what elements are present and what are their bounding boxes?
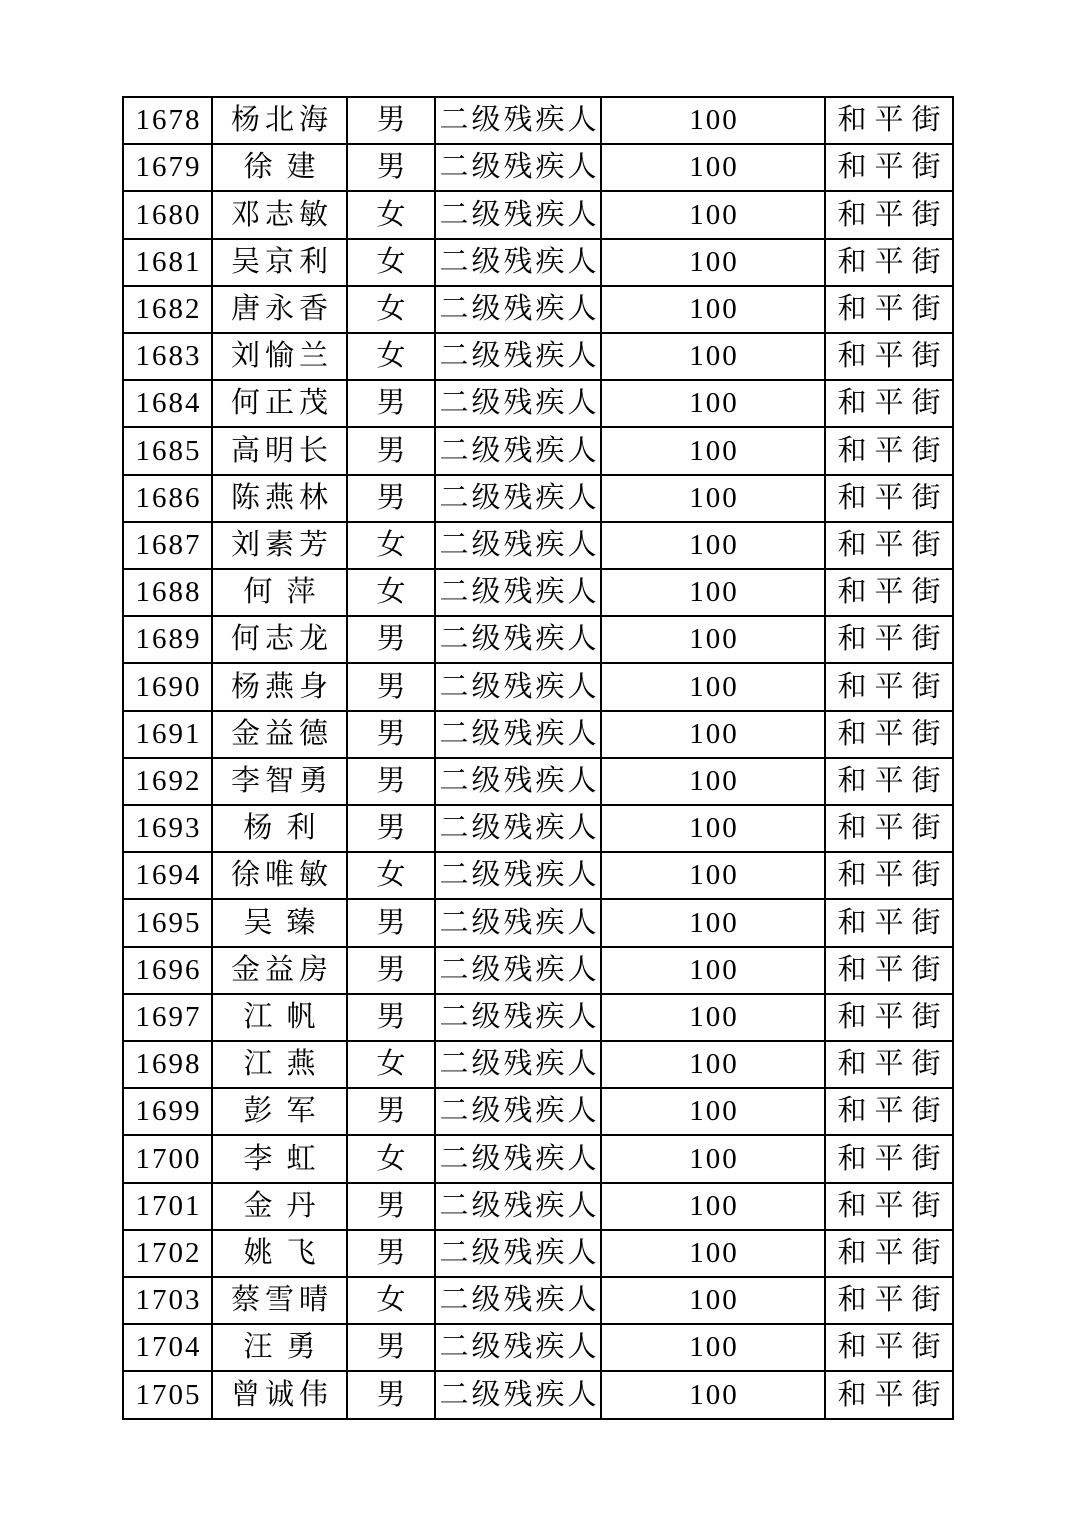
table-row [123, 569, 953, 616]
cell-category: 二级残疾人 [435, 1088, 601, 1135]
cell-category: 二级残疾人 [435, 97, 601, 144]
cell-category: 二级残疾人 [435, 1277, 601, 1324]
cell-serial-number: 1684 [123, 380, 212, 427]
table-row [123, 899, 953, 946]
cell-category: 二级残疾人 [435, 380, 601, 427]
table-row [123, 333, 953, 380]
cell-street: 和平街 [825, 333, 953, 380]
cell-name: 刘愉兰 [212, 333, 347, 380]
cell-amount: 100 [601, 994, 825, 1041]
cell-category: 二级残疾人 [435, 1371, 601, 1419]
cell-street: 和平街 [825, 475, 953, 522]
cell-gender: 男 [347, 711, 435, 758]
table-row [123, 1230, 953, 1277]
cell-street: 和平街 [825, 569, 953, 616]
cell-name: 邓志敏 [212, 191, 347, 238]
cell-gender: 男 [347, 427, 435, 474]
cell-name: 徐建 [212, 144, 347, 191]
cell-gender: 女 [347, 852, 435, 899]
cell-name: 彭军 [212, 1088, 347, 1135]
cell-street: 和平街 [825, 711, 953, 758]
cell-serial-number: 1680 [123, 191, 212, 238]
cell-gender: 男 [347, 994, 435, 1041]
cell-category: 二级残疾人 [435, 333, 601, 380]
cell-amount: 100 [601, 522, 825, 569]
cell-serial-number: 1692 [123, 758, 212, 805]
cell-category: 二级残疾人 [435, 239, 601, 286]
cell-name: 汪勇 [212, 1324, 347, 1371]
table-row [123, 191, 953, 238]
cell-gender: 女 [347, 191, 435, 238]
cell-amount: 100 [601, 1135, 825, 1182]
cell-serial-number: 1679 [123, 144, 212, 191]
table-row [123, 286, 953, 333]
cell-street: 和平街 [825, 144, 953, 191]
cell-amount: 100 [601, 333, 825, 380]
table-row [123, 711, 953, 758]
cell-name: 金丹 [212, 1183, 347, 1230]
cell-amount: 100 [601, 191, 825, 238]
cell-category: 二级残疾人 [435, 475, 601, 522]
cell-category: 二级残疾人 [435, 191, 601, 238]
cell-category: 二级残疾人 [435, 569, 601, 616]
cell-category: 二级残疾人 [435, 427, 601, 474]
cell-name: 李智勇 [212, 758, 347, 805]
cell-amount: 100 [601, 1324, 825, 1371]
cell-name: 杨北海 [212, 97, 347, 144]
cell-category: 二级残疾人 [435, 758, 601, 805]
cell-serial-number: 1688 [123, 569, 212, 616]
cell-serial-number: 1681 [123, 239, 212, 286]
cell-category: 二级残疾人 [435, 1324, 601, 1371]
cell-street: 和平街 [825, 805, 953, 852]
cell-street: 和平街 [825, 380, 953, 427]
cell-gender: 男 [347, 97, 435, 144]
cell-serial-number: 1695 [123, 899, 212, 946]
cell-amount: 100 [601, 1183, 825, 1230]
cell-serial-number: 1704 [123, 1324, 212, 1371]
cell-serial-number: 1694 [123, 852, 212, 899]
cell-name: 陈燕林 [212, 475, 347, 522]
cell-name: 蔡雪晴 [212, 1277, 347, 1324]
cell-street: 和平街 [825, 899, 953, 946]
table-row [123, 380, 953, 427]
table-row [123, 97, 953, 144]
cell-amount: 100 [601, 805, 825, 852]
cell-amount: 100 [601, 1088, 825, 1135]
cell-gender: 男 [347, 616, 435, 663]
table-row [123, 852, 953, 899]
table-row [123, 805, 953, 852]
table-row [123, 947, 953, 994]
cell-street: 和平街 [825, 616, 953, 663]
cell-category: 二级残疾人 [435, 1135, 601, 1182]
cell-category: 二级残疾人 [435, 663, 601, 710]
cell-amount: 100 [601, 569, 825, 616]
cell-street: 和平街 [825, 994, 953, 1041]
cell-gender: 男 [347, 947, 435, 994]
cell-name: 吴京利 [212, 239, 347, 286]
cell-serial-number: 1702 [123, 1230, 212, 1277]
cell-street: 和平街 [825, 1183, 953, 1230]
cell-serial-number: 1687 [123, 522, 212, 569]
cell-street: 和平街 [825, 522, 953, 569]
cell-amount: 100 [601, 239, 825, 286]
cell-gender: 男 [347, 144, 435, 191]
cell-category: 二级残疾人 [435, 286, 601, 333]
cell-name: 何志龙 [212, 616, 347, 663]
cell-name: 唐永香 [212, 286, 347, 333]
cell-gender: 男 [347, 1324, 435, 1371]
cell-amount: 100 [601, 380, 825, 427]
cell-serial-number: 1693 [123, 805, 212, 852]
cell-serial-number: 1700 [123, 1135, 212, 1182]
cell-gender: 女 [347, 569, 435, 616]
table-row [123, 1324, 953, 1371]
cell-street: 和平街 [825, 1135, 953, 1182]
cell-street: 和平街 [825, 286, 953, 333]
cell-gender: 女 [347, 239, 435, 286]
cell-gender: 男 [347, 1088, 435, 1135]
cell-name: 江帆 [212, 994, 347, 1041]
cell-category: 二级残疾人 [435, 994, 601, 1041]
cell-gender: 男 [347, 1371, 435, 1419]
cell-category: 二级残疾人 [435, 522, 601, 569]
cell-street: 和平街 [825, 852, 953, 899]
cell-serial-number: 1682 [123, 286, 212, 333]
cell-gender: 女 [347, 522, 435, 569]
cell-amount: 100 [601, 475, 825, 522]
cell-gender: 女 [347, 1135, 435, 1182]
cell-gender: 女 [347, 1041, 435, 1088]
table-row [123, 994, 953, 1041]
cell-gender: 男 [347, 899, 435, 946]
cell-name: 江燕 [212, 1041, 347, 1088]
table-row [123, 1135, 953, 1182]
cell-name: 曾诚伟 [212, 1371, 347, 1419]
cell-name: 徐唯敏 [212, 852, 347, 899]
table-row [123, 1088, 953, 1135]
cell-name: 杨利 [212, 805, 347, 852]
cell-name: 李虹 [212, 1135, 347, 1182]
disability-subsidy-table [122, 96, 954, 1420]
table-row [123, 427, 953, 474]
cell-serial-number: 1701 [123, 1183, 212, 1230]
cell-serial-number: 1705 [123, 1371, 212, 1419]
table-row [123, 239, 953, 286]
cell-amount: 100 [601, 1371, 825, 1419]
cell-serial-number: 1698 [123, 1041, 212, 1088]
cell-category: 二级残疾人 [435, 1041, 601, 1088]
cell-amount: 100 [601, 852, 825, 899]
cell-category: 二级残疾人 [435, 899, 601, 946]
cell-serial-number: 1690 [123, 663, 212, 710]
cell-street: 和平街 [825, 663, 953, 710]
cell-name: 杨燕身 [212, 663, 347, 710]
cell-name: 姚飞 [212, 1230, 347, 1277]
cell-gender: 男 [347, 805, 435, 852]
cell-amount: 100 [601, 286, 825, 333]
cell-amount: 100 [601, 97, 825, 144]
cell-amount: 100 [601, 899, 825, 946]
cell-amount: 100 [601, 1277, 825, 1324]
cell-name: 金益德 [212, 711, 347, 758]
cell-gender: 女 [347, 286, 435, 333]
cell-name: 吴臻 [212, 899, 347, 946]
cell-street: 和平街 [825, 758, 953, 805]
cell-serial-number: 1683 [123, 333, 212, 380]
cell-category: 二级残疾人 [435, 1183, 601, 1230]
cell-amount: 100 [601, 711, 825, 758]
cell-street: 和平街 [825, 1041, 953, 1088]
table-row [123, 1371, 953, 1419]
table-row [123, 1041, 953, 1088]
cell-gender: 女 [347, 1277, 435, 1324]
cell-category: 二级残疾人 [435, 947, 601, 994]
table-row [123, 1277, 953, 1324]
cell-name: 何正茂 [212, 380, 347, 427]
cell-serial-number: 1697 [123, 994, 212, 1041]
table-row [123, 522, 953, 569]
table-row [123, 1183, 953, 1230]
cell-street: 和平街 [825, 1324, 953, 1371]
cell-category: 二级残疾人 [435, 616, 601, 663]
cell-amount: 100 [601, 1041, 825, 1088]
table-row [123, 616, 953, 663]
cell-amount: 100 [601, 1230, 825, 1277]
cell-gender: 男 [347, 663, 435, 710]
table-row [123, 663, 953, 710]
cell-serial-number: 1691 [123, 711, 212, 758]
cell-name: 金益房 [212, 947, 347, 994]
cell-amount: 100 [601, 144, 825, 191]
cell-category: 二级残疾人 [435, 805, 601, 852]
cell-gender: 男 [347, 1230, 435, 1277]
cell-serial-number: 1678 [123, 97, 212, 144]
cell-gender: 女 [347, 333, 435, 380]
cell-amount: 100 [601, 616, 825, 663]
cell-street: 和平街 [825, 1088, 953, 1135]
cell-serial-number: 1685 [123, 427, 212, 474]
cell-street: 和平街 [825, 1277, 953, 1324]
cell-street: 和平街 [825, 1371, 953, 1419]
records-tbody [123, 97, 953, 1419]
cell-name: 何萍 [212, 569, 347, 616]
cell-serial-number: 1689 [123, 616, 212, 663]
cell-category: 二级残疾人 [435, 852, 601, 899]
cell-serial-number: 1699 [123, 1088, 212, 1135]
cell-street: 和平街 [825, 427, 953, 474]
cell-amount: 100 [601, 947, 825, 994]
cell-amount: 100 [601, 663, 825, 710]
cell-street: 和平街 [825, 239, 953, 286]
cell-serial-number: 1703 [123, 1277, 212, 1324]
cell-category: 二级残疾人 [435, 144, 601, 191]
cell-street: 和平街 [825, 947, 953, 994]
cell-street: 和平街 [825, 1230, 953, 1277]
table-row [123, 475, 953, 522]
table-row [123, 144, 953, 191]
cell-gender: 男 [347, 1183, 435, 1230]
cell-category: 二级残疾人 [435, 711, 601, 758]
cell-name: 刘素芳 [212, 522, 347, 569]
cell-category: 二级残疾人 [435, 1230, 601, 1277]
table-row [123, 758, 953, 805]
cell-amount: 100 [601, 758, 825, 805]
cell-serial-number: 1686 [123, 475, 212, 522]
cell-street: 和平街 [825, 97, 953, 144]
cell-gender: 男 [347, 475, 435, 522]
cell-gender: 男 [347, 380, 435, 427]
cell-gender: 男 [347, 758, 435, 805]
cell-serial-number: 1696 [123, 947, 212, 994]
cell-name: 高明长 [212, 427, 347, 474]
cell-street: 和平街 [825, 191, 953, 238]
cell-amount: 100 [601, 427, 825, 474]
